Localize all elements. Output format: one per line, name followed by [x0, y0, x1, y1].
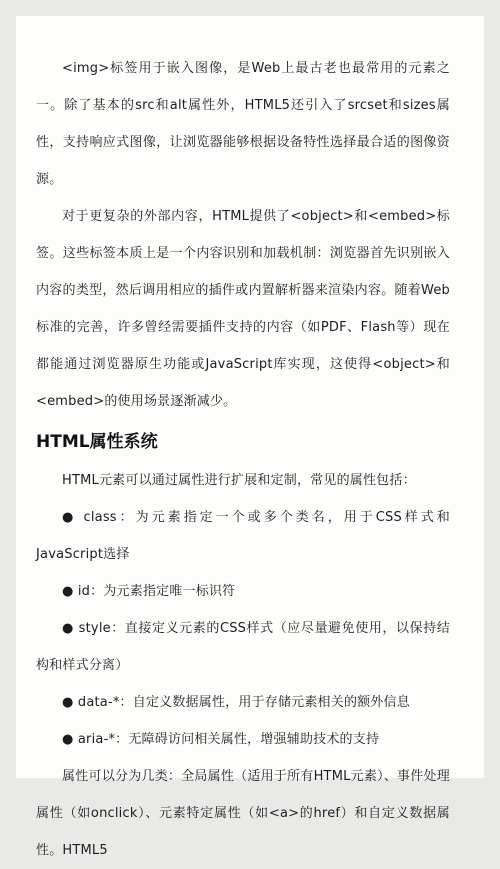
paragraph-attributes-intro: HTML元素可以通过属性进行扩展和定制，常见的属性包括： [62, 473, 416, 488]
document-content [16, 16, 484, 869]
list-item-aria: ● aria-*：无障碍访问相关属性，增强辅助技术的支持 [62, 732, 380, 747]
list-item-data: ● data-*：自定义数据属性，用于存储元素相关的额外信息 [62, 695, 410, 710]
document-page [16, 16, 484, 858]
paragraph-object-embed: 对于更复杂的外部内容，HTML提供了<object>和<embed>标签。这些标签本质上是一个内容识别和加载机制：浏览器首先识别嵌入内容的类型，然后调用相应的插件或内置解析器来渲染内容。随着Web标准的完善，许多曾经需要插件支持的内容（如PDF、Flash等）现在都能通过浏览器原生功能或JavaScript库实现，这使得<object>和<embed>的使用场景逐渐减少。 [36, 209, 450, 409]
section-heading: HTML属性系统 [36, 432, 158, 452]
list-item-style: ● style：直接定义元素的CSS样式（应尽量避免使用，以保持结构和样式分离） [36, 621, 450, 673]
list-item-class: ● class：为元素指定一个或多个类名，用于CSS样式和JavaScript选择 [36, 510, 450, 562]
paragraph-attribute-categories: 属性可以分为几类：全局属性（适用于所有HTML元素）、事件处理属性（如onclick）、元素特定属性（如<a>的href）和自定义数据属性。HTML5 [36, 769, 450, 858]
paragraph-img-tag: <img>标签用于嵌入图像，是Web上最古老也最常用的元素之一。除了基本的src和alt属性外，HTML5还引入了srcset和sizes属性，支持响应式图像，让浏览器能够根据设备特性选择最合适的图像资源。 [36, 61, 450, 187]
list-item-id: ● id：为元素指定唯一标识符 [62, 584, 236, 599]
